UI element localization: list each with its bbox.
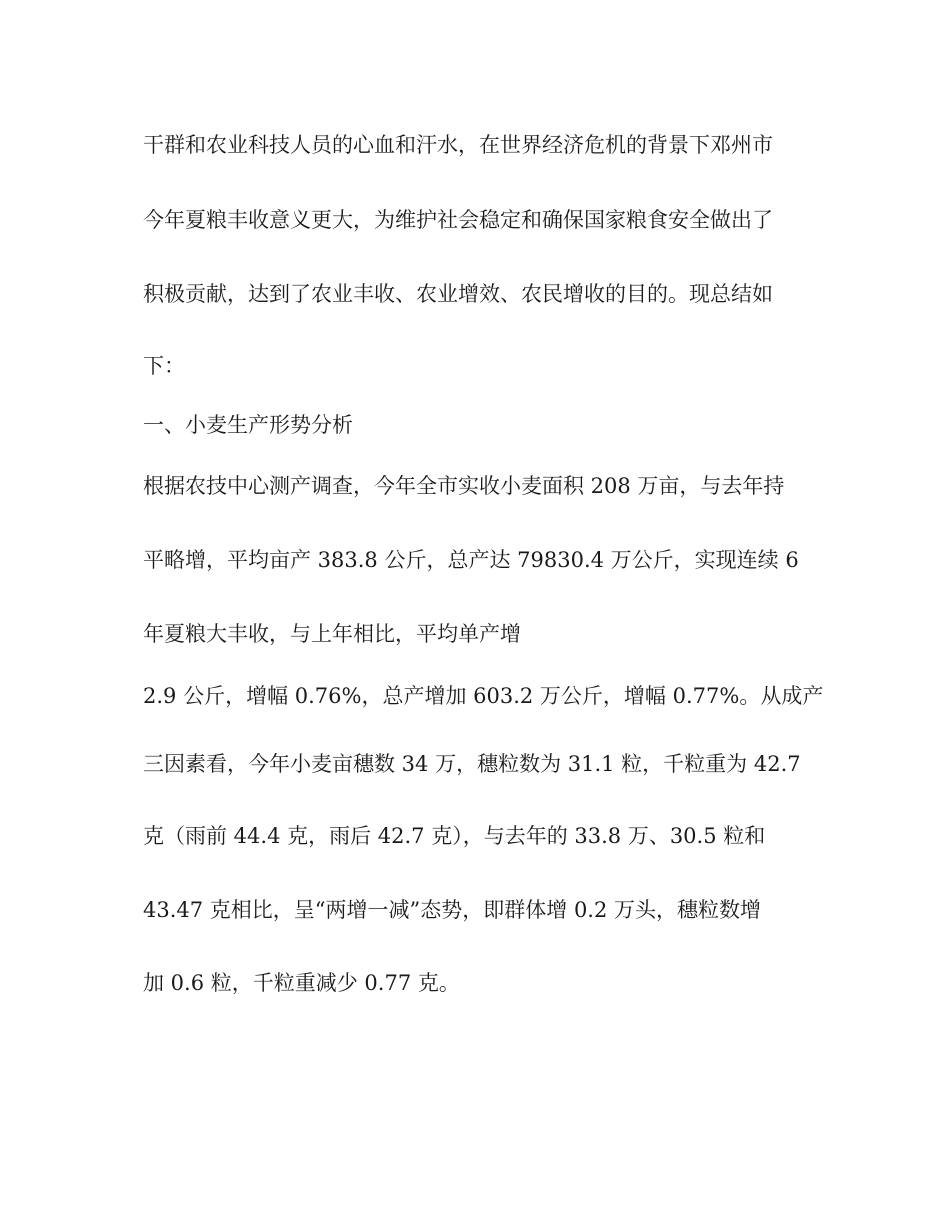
paragraph-line-10: 三因素看，今年小麦亩穗数 34 万，穗粒数为 31.1 粒，千粒重为 42.7 xyxy=(143,752,801,776)
paragraph-line-13: 加 0.6 粒，千粒重减少 0.77 克。 xyxy=(143,971,460,995)
paragraph-line-3: 积极贡献，达到了农业丰收、农业增效、农民增收的目的。现总结如 xyxy=(143,282,773,306)
paragraph-line-2: 今年夏粮丰收意义更大，为维护社会稳定和确保国家粮食安全做出了 xyxy=(143,208,773,232)
paragraph-line-11: 克（雨前 44.4 克，雨后 42.7 克），与去年的 33.8 万、30.5 粒和 xyxy=(143,824,766,848)
paragraph-line-8: 年夏粮大丰收，与上年相比，平均单产增 xyxy=(143,622,521,646)
paragraph-line-6: 根据农技中心测产调查，今年全市实收小麦面积 208 万亩，与去年持 xyxy=(143,474,785,498)
paragraph-line-7: 平略增，平均亩产 383.8 公斤，总产达 79830.4 万公斤，实现连续 6 xyxy=(143,548,799,572)
section-heading: 一、小麦生产形势分析 xyxy=(143,413,353,437)
paragraph-line-12: 43.47 克相比，呈“两增一减”态势，即群体增 0.2 万头，穗粒数增 xyxy=(143,898,762,922)
paragraph-line-9: 2.9 公斤，增幅 0.76%，总产增加 603.2 万公斤，增幅 0.77%。从成产 xyxy=(143,684,824,708)
paragraph-line-4: 下： xyxy=(143,354,185,378)
paragraph-line-1: 干群和农业科技人员的心血和汗水，在世界经济危机的背景下邓州市 xyxy=(143,133,773,157)
